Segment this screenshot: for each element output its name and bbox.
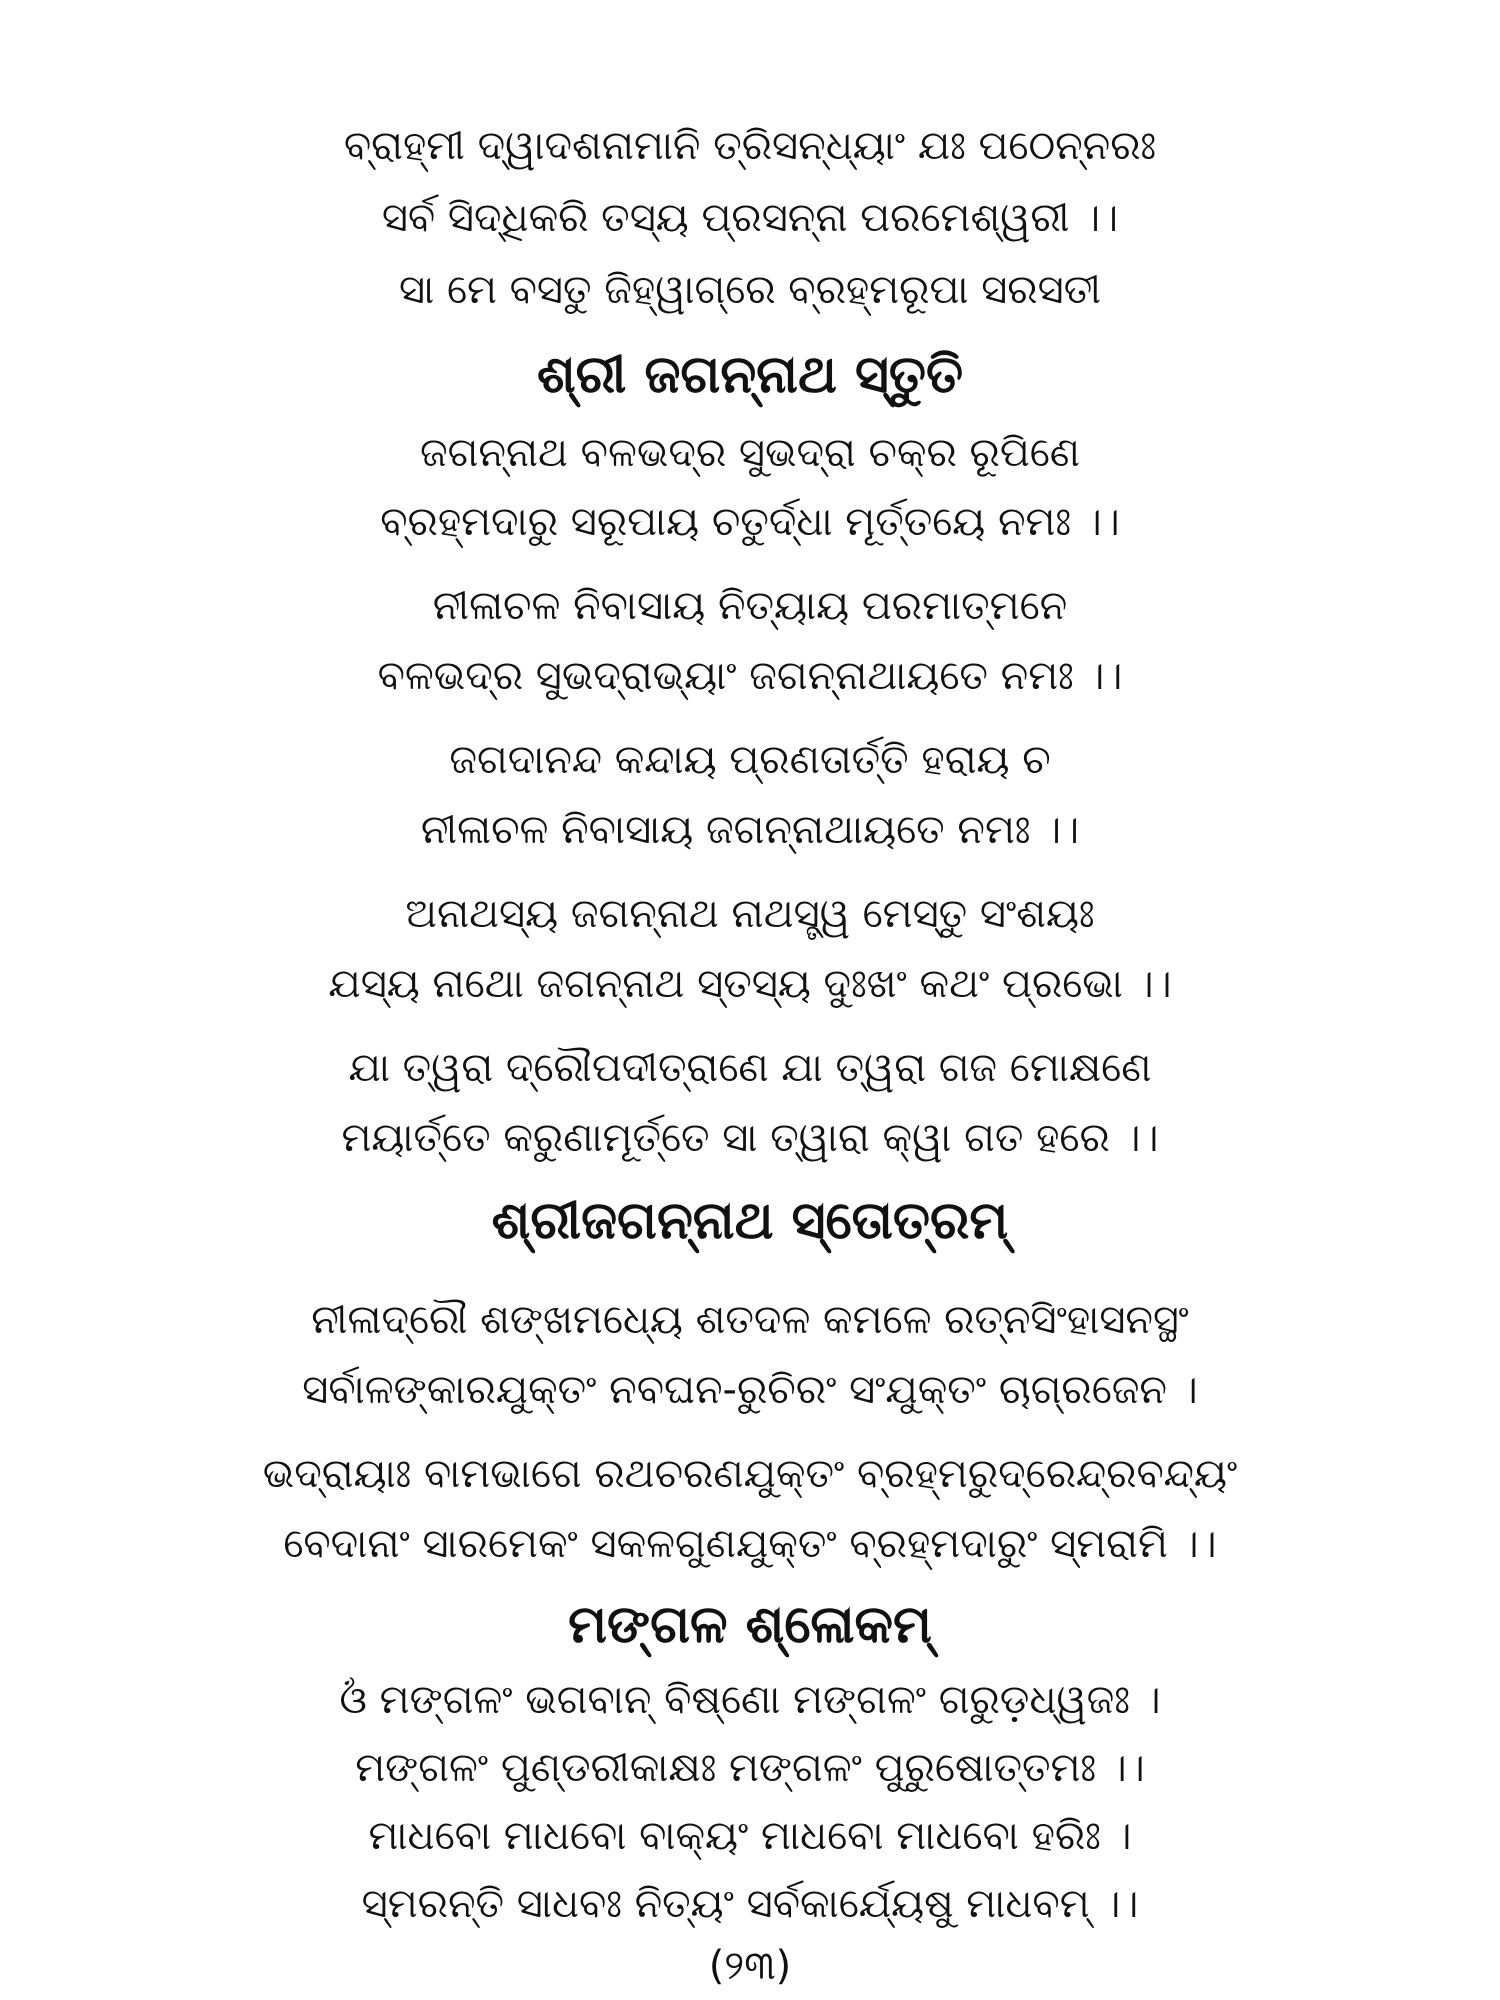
mangala-verse-line: ଓଁ ମଙ୍ଗଳଂ ଭଗବାନ୍ ବିଷ୍ଣୋ ମଙ୍ଗଳଂ ଗରୁଡ଼ଧ୍ୱଜଃ ।: [339, 1677, 1161, 1723]
stuti-verse-line: ଯା ତ୍ୱରା ଦ୍ରୌପଦୀତ୍ରାଣେ ଯା ତ୍ୱରା ଗଜ ମୋକ୍ଷଣେ: [348, 1045, 1152, 1091]
stuti-verse-line: ଅନାଥସ୍ୟ ଜଗନ୍ନାଥ ନାଥସ୍ତ୍ୱ ମେସ୍ତୁ ସଂଶୟଃ: [405, 891, 1095, 937]
mangala-verse-line: ମଙ୍ଗଳଂ ପୁଣ୍ଡରୀକାକ୍ଷଃ ମଙ୍ଗଳଂ ପୁରୁଷୋତ୍ତମଃ ।।: [355, 1745, 1145, 1791]
mangala-verse-line: ସ୍ମରନ୍ତି ସାଧବଃ ନିତ୍ୟଂ ସର୍ବକାର୍ଯ୍ୟେଷୁ ମାଧବମ୍ ।।: [361, 1881, 1139, 1927]
stotram-verse-line: ଭଦ୍ରାୟାଃ ବାମଭାଗେ ରଥଚରଣଯୁକ୍ତଂ ବ୍ରହ୍ମରୁଦ୍ରେନ୍ଦ୍ରବନ୍ଦ୍ୟଂ: [262, 1451, 1238, 1497]
intro-verse-line: ସା ମେ ବସତୁ ଜିହ୍ୱାଗ୍ରେ ବ୍ରହ୍ମରୂପା ସରସତୀ: [399, 267, 1101, 313]
stuti-verse-line: ବଳଭଦ୍ର ସୁଭଦ୍ରାଭ୍ୟାଂ ଜଗନ୍ନାଥାୟତେ ନମଃ ।।: [377, 653, 1123, 699]
stuti-verse-line: ଜଗଦାନନ୍ଦ କନ୍ଦାୟ ପ୍ରଣତାର୍ତ୍ତି ହରାୟ ଚ: [449, 737, 1051, 783]
intro-verse-line: ବ୍ରାହ୍ମୀ ଦ୍ୱାଦଶନାମାନି ତ୍ରିସନ୍ଧ୍ୟାଂ ଯଃ ପଠେନ୍ନରଃ: [343, 123, 1157, 169]
stuti-verse-line: ଜଗନ୍ନାଥ ବଳଭଦ୍ର ସୁଭଦ୍ରା ଚକ୍ର ରୂପିଣେ: [419, 430, 1081, 476]
stotram-verse-line: ବେଦାନାଂ ସାରମେକଂ ସକଳଗୁଣଯୁକ୍ତଂ ବ୍ରହ୍ମଦାରୁଂ ସ୍ମରାମି ।।: [283, 1521, 1217, 1567]
stotram-verse-line: ନୀଳାଦ୍ରୌ ଶଙ୍ଖମଧ୍ୟେ ଶତଦଳ କମଳେ ରତ୍ନସିଂହାସନସ୍ଥଂ: [311, 1297, 1189, 1343]
stuti-verse-line: ମୟାର୍ତ୍ତେ କରୁଣାମୂର୍ତ୍ତେ ସା ତ୍ୱାରା କ୍ୱା ଗତ ହରେ ।।: [341, 1115, 1159, 1161]
section-heading-jagannath-stotram: ଶ୍ରୀଜଗନ୍ନାଥ ସ୍ତୋତ୍ରମ୍: [491, 1191, 1009, 1251]
stuti-verse-line: ନୀଳାଚଳ ନିବାସାୟ ଜଗନ୍ନାଥାୟତେ ନମଃ ।।: [420, 807, 1080, 853]
intro-verse-line: ସର୍ବ ସିଦ୍ଧିକରି ତସ୍ୟ ପ୍ରସନ୍ନା ପରମେଶ୍ୱରୀ ।।: [381, 195, 1119, 241]
page-number: (୨୩): [708, 1943, 792, 1989]
section-heading-jagannath-stuti: ଶ୍ରୀ ଜଗନ୍ନାଥ ସ୍ତୁତି: [536, 345, 964, 405]
mangala-verse-line: ମାଧବୋ ମାଧବୋ ବାକ୍ୟଂ ମାଧବୋ ମାଧବୋ ହରିଃ ।: [368, 1813, 1132, 1859]
stuti-verse-line: ନୀଳାଚଳ ନିବାସାୟ ନିତ୍ୟାୟ ପରମାତ୍ମନେ: [432, 583, 1068, 629]
stuti-verse-line: ଯସ୍ୟ ନାଥୋ ଜଗନ୍ନାଥ ସ୍ତସ୍ୟ ଦୁଃଖଂ କଥଂ ପ୍ରଭୋ ।।: [328, 961, 1172, 1007]
stuti-verse-line: ବ୍ରହ୍ମଦାରୁ ସରୂପାୟ ଚତୁର୍ଦ୍ଧା ମୂର୍ତ୍ତୟେ ନମଃ ।।: [380, 499, 1120, 545]
stotram-verse-line: ସର୍ବାଳଙ୍କାରଯୁକ୍ତଂ ନବଘନ-ରୁଚିରଂ ସଂଯୁକ୍ତଂ ଚାଗ୍ରଜେନ ।: [302, 1367, 1198, 1413]
section-heading-mangala-slokam: ମଙ୍ଗଳ ଶ୍ଳୋକମ୍: [568, 1595, 932, 1655]
